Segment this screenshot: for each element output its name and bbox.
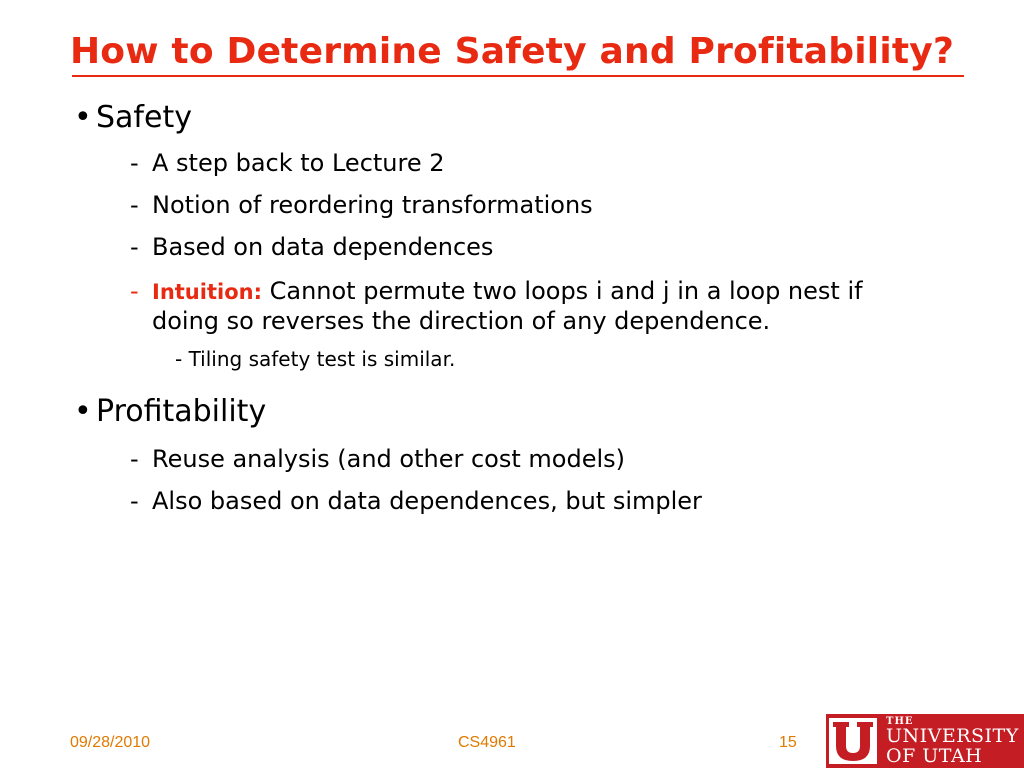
sub-item-continuation: doing so reverses the direction of any dependence. (152, 307, 771, 335)
u-block-icon (829, 718, 877, 764)
bullet-dot: • (74, 394, 92, 429)
sub-item (130, 444, 625, 474)
bullet-profitability (74, 394, 266, 430)
intuition-label: Intuition: (152, 280, 262, 304)
sub-item-text: A step back to Lecture 2 (152, 149, 445, 177)
footer-page-number: 15 (779, 734, 797, 751)
sub-item-text: Notion of reordering transformations (152, 191, 593, 219)
dash: - (130, 277, 139, 305)
sub-item-text: Reuse analysis (and other cost models) (152, 445, 626, 473)
slide-title: How to Determine Safety and Profitability? (69, 31, 955, 72)
logo-text-university: UNIVERSITY (886, 725, 1019, 747)
title-underline (72, 75, 964, 77)
sub-sub-item-text: Tiling safety test is similar. (188, 347, 456, 371)
sub-item-text: Based on data dependences (152, 233, 494, 261)
sub-item-intuition (130, 276, 863, 307)
sub-sub-item (175, 346, 455, 372)
bullet-heading-safety: Safety (96, 100, 192, 135)
sub-item-text: Cannot permute two loops i and j in a loop nest if (269, 277, 863, 305)
dash: - (130, 149, 139, 177)
logo-text-of-utah: OF UTAH (886, 745, 983, 767)
sub-item (130, 486, 702, 516)
sub-item (130, 232, 493, 262)
footer-date: 09/28/2010 (70, 734, 151, 751)
dash: - (175, 347, 183, 371)
dash: - (130, 487, 139, 515)
sub-item (130, 148, 445, 178)
bullet-heading-profitability: Profitability (96, 394, 267, 429)
bullet-dot: • (74, 100, 92, 135)
dash: - (130, 191, 139, 219)
dash: - (130, 233, 139, 261)
dash: - (130, 445, 139, 473)
logo-text-the: THE (886, 716, 914, 727)
sub-item-text: Also based on data dependences, but simpler (152, 487, 702, 515)
university-logo (826, 714, 1024, 768)
sub-item (130, 190, 593, 220)
footer-course: CS4961 (458, 734, 516, 751)
bullet-safety (74, 100, 192, 136)
